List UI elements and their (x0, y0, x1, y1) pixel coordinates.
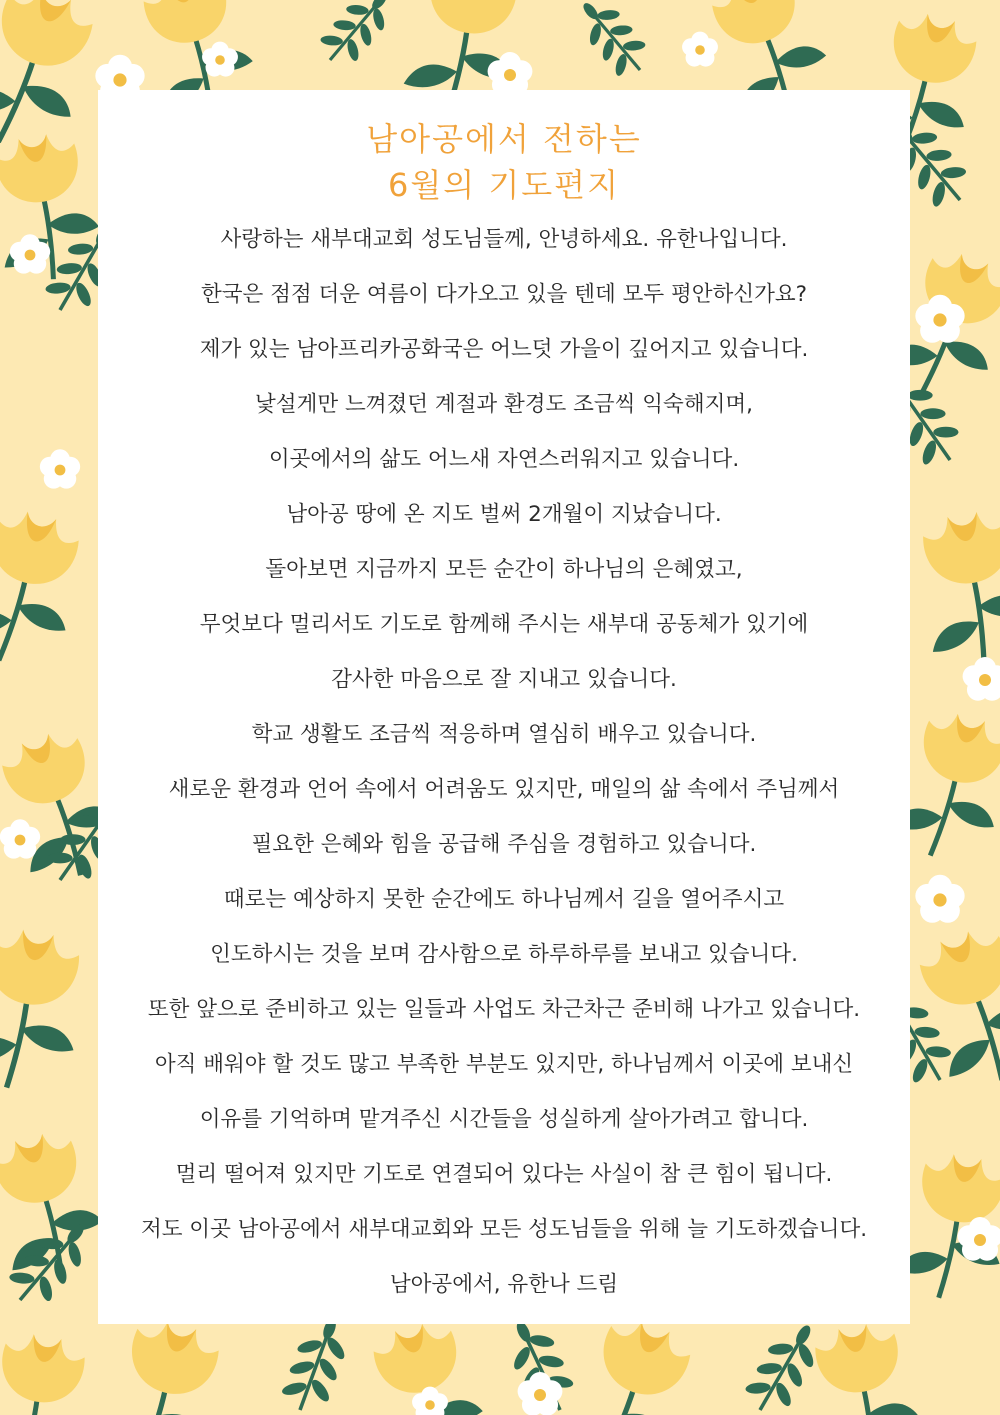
letter-line: 남아공 땅에 온 지도 벌써 2개월이 지났습니다. (286, 502, 722, 527)
letter-line: 인도하시는 것을 보며 감사함으로 하루하루를 보내고 있습니다. (210, 942, 798, 967)
letter-line: 학교 생활도 조금씩 적응하며 열심히 배우고 있습니다. (251, 722, 757, 747)
yellow-flower-icon (0, 0, 108, 162)
letter-line: 무엇보다 멀리서도 기도로 함께해 주시는 새부대 공동체가 있기에 (199, 612, 809, 637)
leaf-sprig-icon (737, 1313, 831, 1415)
letter-line: 새로운 환경과 언어 속에서 어려움도 있지만, 매일의 삶 속에서 주님께서 (168, 777, 840, 802)
letter-line: 때로는 예상하지 못한 순간에도 하나님께서 길을 열어주시고 (223, 887, 785, 912)
leaf-sprig-icon (312, 0, 403, 75)
letter-line: 돌아보면 지금까지 모든 순간이 하나님의 은혜였고, (265, 557, 743, 582)
leaf-sprig-icon (276, 1310, 358, 1415)
letter-line: 필요한 은혜와 힘을 공급해 주심을 경험하고 있습니다. (251, 832, 757, 857)
white-blossom-icon (682, 32, 718, 67)
letter-line: 아직 배워야 할 것도 많고 부족한 부분도 있지만, 하나님께서 이곳에 보내신 (154, 1052, 854, 1077)
letter-line: 저도 이곳 남아공에서 새부대교회와 모든 성도님들을 위해 늘 기도하겠습니다. (140, 1217, 868, 1242)
leaf-sprig-icon (567, 0, 658, 85)
letter-line: 사랑하는 새부대교회 성도님들께, 안녕하세요. 유한나입니다. (220, 227, 788, 252)
letter-title-line-1: 남아공에서 전하는 (366, 120, 642, 158)
letter-line: 이곳에서의 삶도 어느새 자연스러워지고 있습니다. (268, 447, 740, 472)
white-blossom-icon (958, 1217, 1000, 1261)
letter-line: 감사한 마음으로 잘 지내고 있습니다. (331, 667, 677, 692)
letter-line: 멀리 떨어져 있지만 기도로 연결되어 있다는 사실이 참 큰 힘이 됩니다. (175, 1162, 833, 1187)
letter-line: 제가 있는 남아프리카공화국은 어느덧 가을이 깊어지고 있습니다. (199, 337, 809, 362)
letter-line: 이유를 기억하며 맡겨주신 시간들을 성실하게 살아가려고 합니다. (199, 1107, 809, 1132)
yellow-flower-icon (92, 1312, 233, 1415)
yellow-flower-icon (0, 502, 93, 675)
white-blossom-icon (202, 42, 238, 77)
white-blossom-icon (963, 657, 1000, 701)
letter-card (98, 90, 910, 1324)
letter-title-line-2: 6월의 기도편지 (387, 166, 620, 204)
letter-signature: 남아공에서, 유한나 드림 (389, 1272, 619, 1297)
letter-line: 한국은 점점 더운 여름이 다가오고 있을 텐데 모두 평안하신가요? (200, 282, 808, 307)
white-blossom-icon (40, 449, 80, 488)
yellow-flower-icon (555, 1309, 705, 1415)
yellow-flower-icon (0, 923, 93, 1098)
white-blossom-icon (915, 875, 964, 923)
yellow-flower-icon (803, 1318, 926, 1415)
white-blossom-icon (0, 819, 40, 858)
yellow-flower-icon (910, 505, 1000, 672)
letter-line: 낯설게만 느껴졌던 계절과 환경도 조금씩 익숙해지며, (255, 392, 753, 417)
yellow-flower-icon (0, 1328, 97, 1415)
letter-line: 또한 앞으로 준비하고 있는 일들과 사업도 차근차근 준비해 나가고 있습니다. (147, 997, 861, 1022)
